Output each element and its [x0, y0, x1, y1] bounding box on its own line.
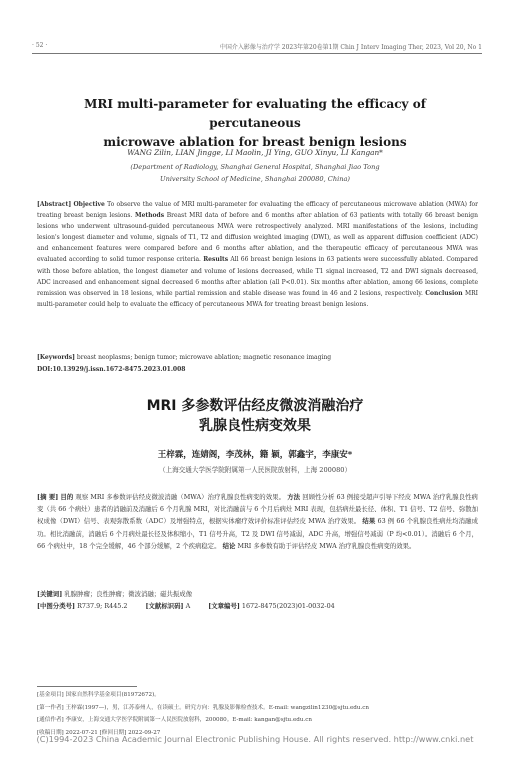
english-affiliation-line-1: (Department of Radiology, Shanghai General Hospital, Shanghai Jiao Tong	[130, 163, 380, 171]
objective-text: To observe the value of MRI multi-parameter for evaluating the efficacy of percutaneous microwave ablation (MWA) for treating breast benign lesions.	[37, 201, 478, 220]
cn-abstract-label: [摘 要]	[37, 493, 59, 501]
footnote-first-author: [第一作者] 王梓霖(1997—)，男，江苏泰州人，在读硕士。研究方向：乳腺及影像检查技术。E-mail: wangzilin1230@sjtu.edu.cn	[37, 704, 369, 711]
english-affiliation-line-2: University School of Medicine, Shanghai 200080, China)	[160, 175, 350, 183]
doi[interactable]: DOI:10.13929/j.issn.1672-8475.2023.01.008	[37, 366, 186, 373]
objective-label: Objective	[73, 201, 105, 208]
results-text: All 66 breast benign lesions in 63 patients were successfully ablated. Compared with those before ablation, the longest diameter and volume of lesions decreased, while T1 signal increased, T2 and DWI signals decreased, ADC increased and enhancement signal decreased 6 months after ablation (all P<0.01). Six months after ablation, among 66 lesions, complete remission was observed in 18 lesions, while partial remission and stable disease was found in 46 and 2 lesions, respectively.	[37, 256, 478, 297]
cn-methods-text: 回顾性分析 63 例接受超声引导下经皮 MWA 治疗乳腺良性病变（共 66 个病灶）患者的消融前及消融后 6 个月乳腺 MRI，对比消融前与 6 个月后病灶 MRI 表现，包括病灶最长径、体积、T1 信号、T2 信号、弥散加权成像（DWI）信号、表观弥散系数（ADC）及增强特点，根据实体瘤疗效评价标准评估经皮 MWA 治疗效果。	[37, 493, 478, 526]
conclusion-label: Conclusion	[425, 289, 463, 297]
keywords-label: [Keywords]	[37, 354, 75, 361]
methods-label: Methods	[134, 212, 165, 220]
cn-conclusion-text: MRI 多参数有助于评估经皮 MWA 治疗乳腺良性病变的效果。	[237, 541, 416, 550]
cn-results-label: 结果	[362, 517, 376, 526]
chinese-title	[40, 396, 470, 436]
cn-objective-label: 目的	[60, 493, 74, 501]
english-authors: WANG Zilin, LIAN Jingge, LI Maolin, JI Ying, GUO Xinyu, LI Kangan*	[127, 148, 383, 157]
cn-objective-text: 观察 MRI 多参数评估经皮微波消融（MWA）治疗乳腺良性病变的效果。	[75, 493, 286, 501]
chinese-authors: 王梓霖，连婧阁，李茂林，籍 颖，郭鑫宇，李康安*	[157, 450, 353, 460]
chinese-title-line-2: 乳腺良性病变效果	[199, 418, 311, 434]
english-title	[40, 95, 470, 152]
chinese-affiliation: （上海交通大学医学院附属第一人民医院放射科，上海 200080）	[158, 466, 352, 474]
footnote-divider	[37, 686, 137, 687]
english-title-line-2: microwave ablation for breast benign lesions	[103, 135, 407, 149]
cn-conclusion-label: 结论	[222, 541, 236, 550]
cn-keywords-text: 乳腺肿瘤；良性肿瘤；微波消融；磁共振成像	[64, 590, 193, 598]
classification-line	[37, 601, 478, 610]
footnote-corresponding-author: [通信作者] 李康安，上海交通大学医学院附属第一人民医院放射科，200080。E-mail: kangan@sjtu.edu.cn	[37, 717, 312, 724]
english-title-line-1: MRI multi-parameter for evaluating the efficacy of percutaneous	[84, 97, 426, 130]
article-number-value: 1672-8475(2023)01-0032-04	[241, 602, 335, 610]
english-abstract	[37, 199, 478, 310]
keywords-text: breast neoplasms; benign tumor; microwave ablation; magnetic resonance imaging	[76, 354, 332, 361]
footnote-dates: [收稿日期] 2022-07-21 [修回日期] 2022-09-27	[37, 729, 161, 736]
footnote-fund: [基金项目] 国家自然科学基金项目(81972672)。	[37, 692, 160, 698]
page-number: · 52 ·	[32, 42, 48, 49]
copyright-notice: (C)1994-2023 China Academic Journal Electronic Publishing House. All rights reserved. http://www.cnki.net	[36, 734, 474, 744]
chinese-title-line-1: MRI 多参数评估经皮微波消融治疗	[146, 398, 364, 414]
doc-code-label: [文献标识码]	[145, 602, 184, 610]
conclusion-text: MRI multi-parameter could help to evaluate the efficacy of percutaneous MWA for treating breast benign lesions.	[37, 289, 478, 308]
cn-keywords-label: [关键词]	[37, 590, 63, 598]
clc-value: R737.9; R445.2	[77, 602, 128, 610]
footnotes	[37, 689, 478, 739]
article-number-label: [文章编号]	[208, 602, 240, 610]
running-header	[32, 41, 482, 54]
chinese-keywords	[37, 589, 478, 598]
journal-info: 中国介入影像与治疗学 2023年第20卷第1期 Chin J Interv Imaging Ther, 2023, Vol 20, No 1	[219, 44, 482, 51]
methods-text: Breast MRI data of before and 6 months after ablation of 63 patients with totally 66 breast benign lesions who underwent ultrasound-guided percutaneous MWA were retrospectively analyzed. MRI manifestations of the lesions, including lesion's longest diameter and volume, signals of T1, T2 and diffusion weighted imaging (DWI), as well as apparent diffusion coefficient (ADC) and enhancement features were compared before and 6 months after ablation, and the therapeutic efficacy of percutaneous MWA was evaluated according to solid tumor response criteria.	[37, 212, 478, 264]
abstract-label: [Abstract]	[37, 201, 72, 208]
english-keywords	[37, 354, 478, 361]
chinese-abstract	[37, 491, 478, 552]
results-label: Results	[203, 256, 229, 264]
doc-code-value: A	[185, 602, 191, 610]
cn-methods-label: 方法	[287, 493, 301, 501]
clc-label: [中图分类号]	[37, 602, 76, 610]
cn-results-text: 63 例 66 个乳腺良性病灶均消融成功。相比消融前，消融后 6 个月病灶最长径及体积缩小，T1 信号升高，T2 及 DWI 信号减弱，ADC 升高，增强信号减弱（P 均<0.01）。消融后 6 个月，66 个病灶中，18 个完全缓解，46 个部分缓解，2 个疾病稳定。	[37, 517, 478, 550]
